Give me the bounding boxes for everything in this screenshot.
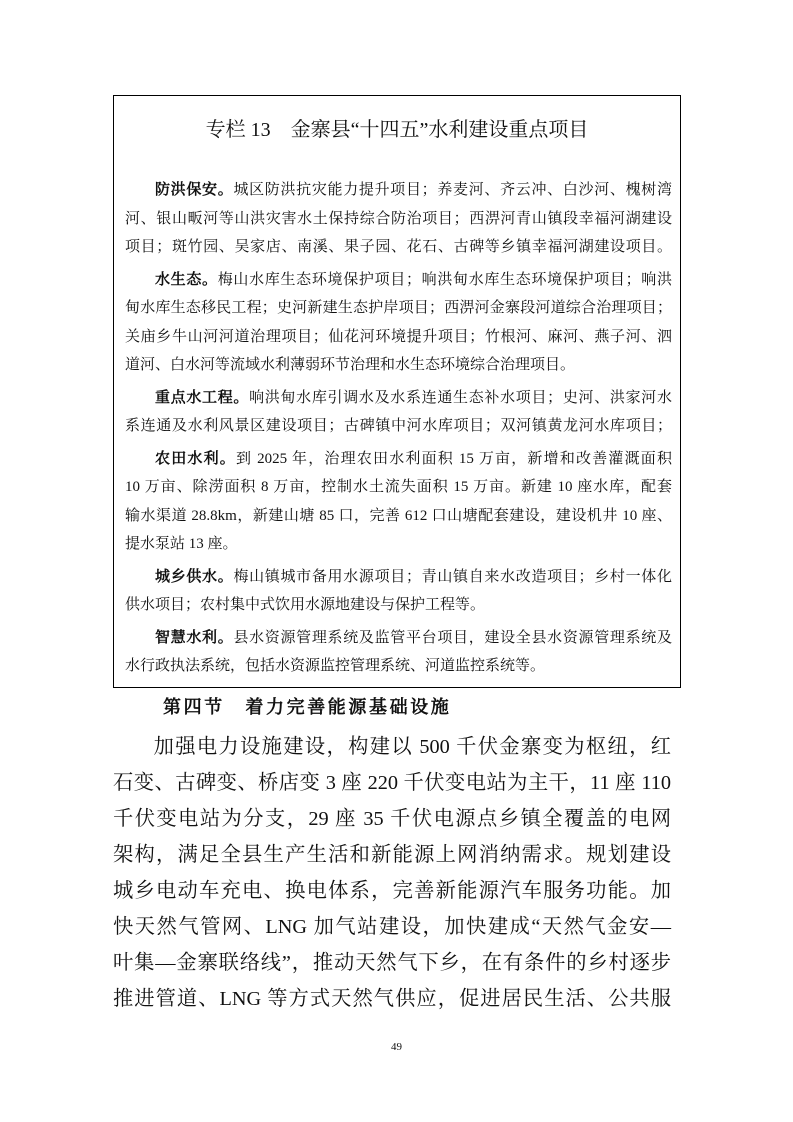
water-ecology-paragraph [125,265,672,380]
body-line: 石变、古碑变、桥店变 3 座 220 千伏变电站为主干，11 座 110 [113,772,671,794]
column-line [125,175,672,205]
column-line: 10 万亩、除涝面积 8 万亩，控制水土流失面积 15 万亩。新建 10 座水库，配套 [125,479,672,495]
column-line: 项目；斑竹园、吴家店、南溪、果子园、花石、古碑等乡镇幸福河湖建设项目。 [125,239,672,255]
column-line: 甸水库生态移民工程；史河新建生态护岸项目；西淠河金寨段河道综合治理项目； [125,300,672,316]
section-heading: 第四节 着力完善能源基础设施 [163,697,452,717]
paragraph-lead: 重点水工程。 [155,387,250,406]
section-body-paragraph [113,729,671,1017]
column-line: 供水项目；农村集中式饮用水源地建设与保护工程等。 [125,597,486,613]
body-line: 叶集—金寨联络线”，推动天然气下乡，在有条件的乡村逐步 [113,952,671,974]
flood-control-paragraph [125,175,672,262]
body-line: 架构，满足全县生产生活和新能源上网消纳需求。规划建设 [113,844,671,866]
body-line: 推进管道、LNG 等方式天然气供应，促进居民生活、公共服 [113,988,671,1010]
line-text: 县水资源管理系统及监管平台项目，建设全县水资源管理系统及 [233,629,672,646]
body-line: 千伏变电站为分支，29 座 35 千伏电源点乡镇全覆盖的电网 [113,808,671,830]
farmland-water-paragraph [125,444,672,559]
column-line: 道河、白水河等流域水利薄弱环节治理和水生态环境综合治理项目。 [125,357,576,373]
line-text: 梅山水库生态环境保护项目；响洪甸水库生态环境保护项目；响洪 [217,271,672,288]
line-text: 到 2025 年，治理农田水利面积 15 万亩，新增和改善灌溉面积 [235,450,672,467]
line-text: 梅山镇城市备用水源项目；青山镇自来水改造项目；乡村一体化 [233,568,672,585]
column-box [113,95,681,688]
body-line: 加强电力设施建设，构建以 500 千伏金寨变为枢纽，红 [153,736,671,758]
column-line [125,383,672,413]
body-line: 城乡电动车充电、换电体系，完善新能源汽车服务功能。加 [113,880,671,902]
column-line: 水行政执法系统，包括水资源监控管理系统、河道监控系统等。 [125,658,546,674]
column-line: 关庙乡牛山河河道治理项目；仙花河环境提升项目；竹根河、麻河、燕子河、泗 [125,328,672,345]
water-supply-paragraph [125,562,672,620]
column-line: 河、银山畈河等山洪灾害水土保持综合防治项目；西淠河青山镇段幸福河湖建设 [125,210,672,227]
column-line: 输水渠道 28.8km，新建山塘 85 口，完善 612 口山塘配套建设，建设机井 10 座、 [125,507,672,524]
line-text: 响洪甸水库引调水及水系连通生态补水项目；史河、洪家河水 [249,389,672,406]
paragraph-lead: 城乡供水。 [155,566,234,585]
paragraph-lead: 农田水利。 [155,448,236,467]
body-line: 快天然气管网、LNG 加气站建设，加快建成“天然气金安— [113,916,671,938]
column-line [125,623,672,653]
key-water-projects-paragraph [125,383,672,441]
line-text: 城区防洪抗灾能力提升项目；养麦河、齐云冲、白沙河、槐树湾 [233,182,672,198]
column-content [114,175,680,681]
column-line: 系连通及水利风景区建设项目；古碑镇中河水库项目；双河镇黄龙河水库项目； [125,418,672,434]
page-number: 49 [391,1041,402,1053]
smart-water-paragraph [125,623,672,681]
paragraph-lead: 防洪保安。 [155,180,234,198]
column-line [125,562,672,592]
column-line: 提水泵站 13 座。 [125,536,238,552]
paragraph-lead: 水生态。 [155,269,218,288]
column-line [125,265,672,295]
column-line [125,444,672,474]
paragraph-lead: 智慧水利。 [155,627,234,646]
column-title: 专栏 13 金寨县“十四五”水利建设重点项目 [205,119,589,141]
